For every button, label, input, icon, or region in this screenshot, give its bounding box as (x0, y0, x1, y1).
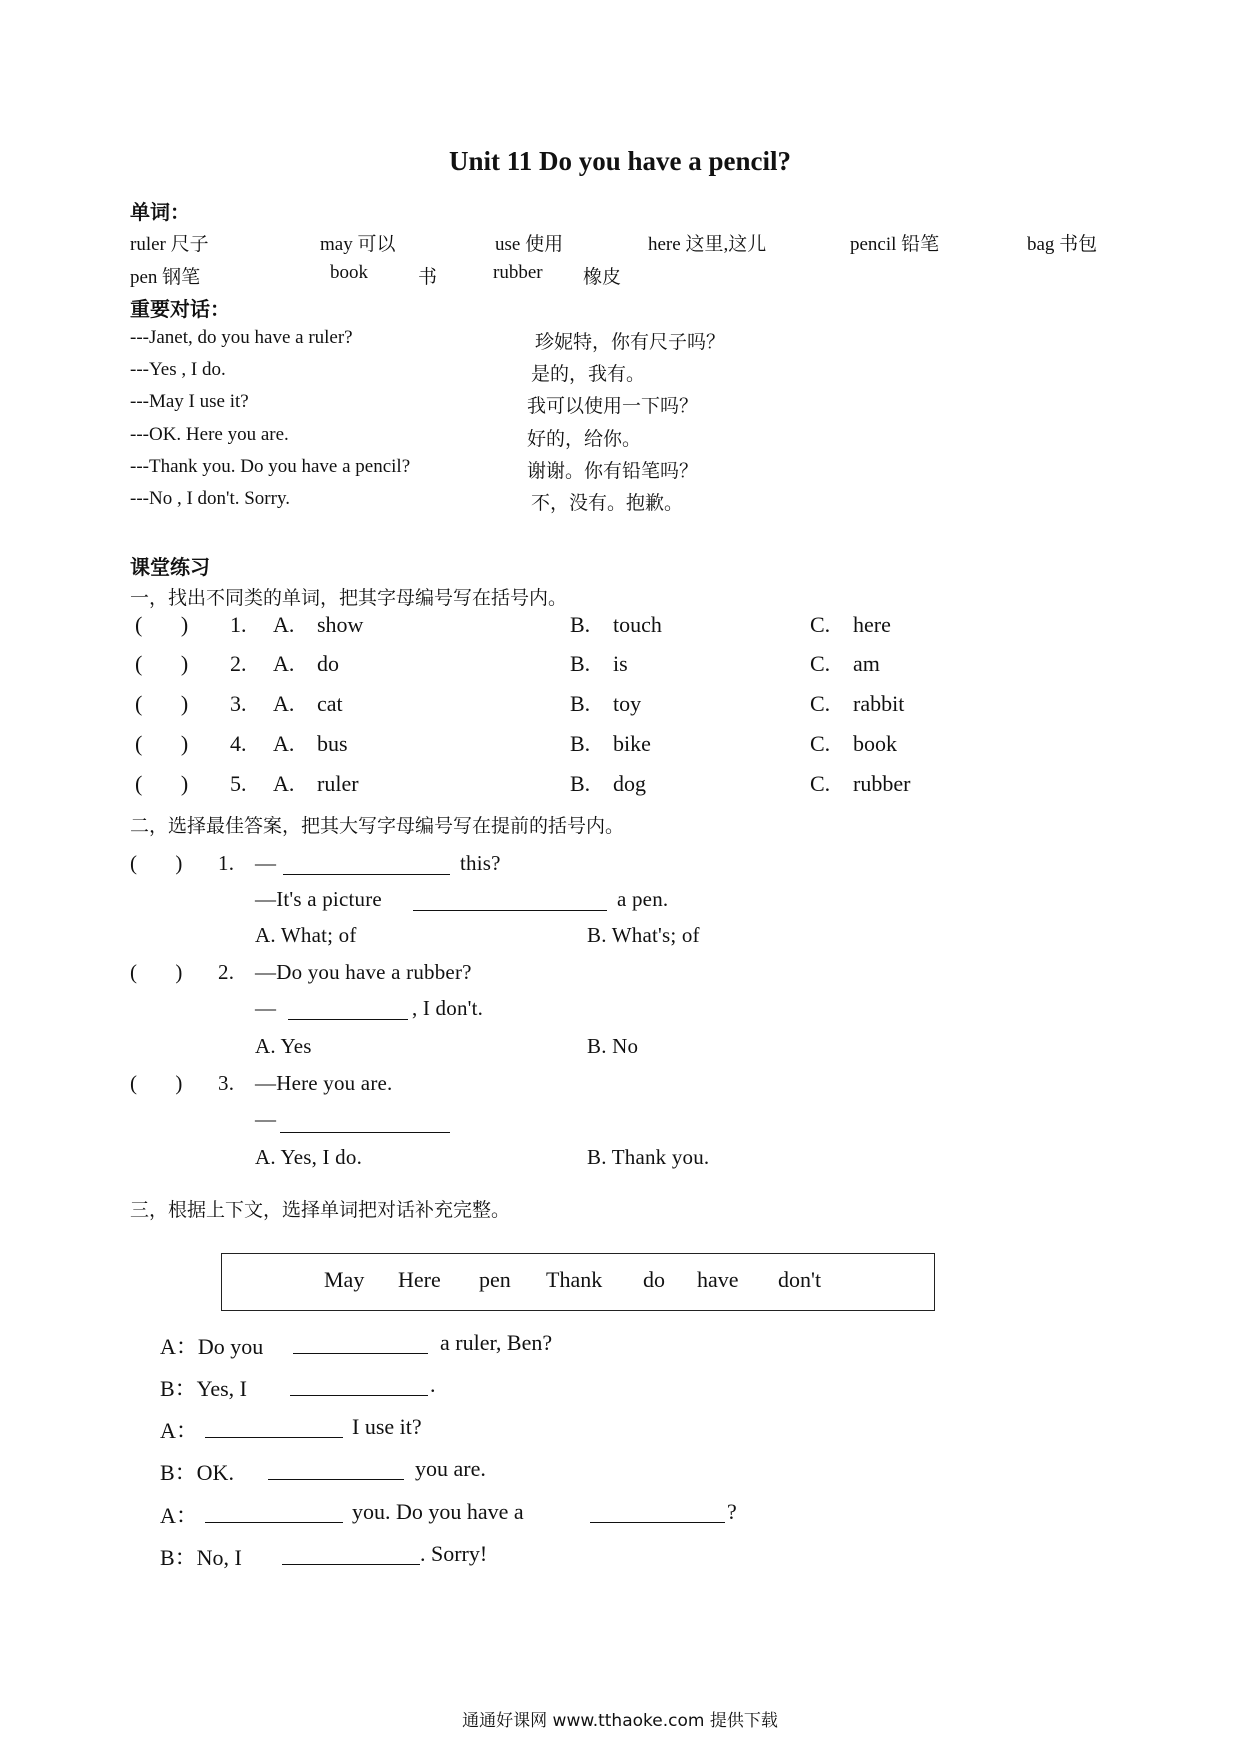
option-label: A. (273, 691, 295, 716)
option-label: A. (273, 771, 295, 796)
dialogue-zh: 不，没有。抱歉。 (531, 493, 684, 514)
question-text: —Do you have a rubber? (255, 960, 472, 984)
dialogue-line-text: ? (727, 1499, 737, 1524)
option-label: B. (570, 612, 591, 637)
item-number: 5. (230, 771, 247, 796)
option-word: book (853, 731, 897, 756)
dialogue-line-text: . Sorry! (420, 1541, 488, 1566)
answer-bracket[interactable]: ( ) (135, 771, 189, 796)
option-word: dog (613, 771, 646, 796)
vocab-item: ruler 尺子 (130, 234, 209, 255)
option-label: C. (810, 731, 831, 756)
item-number: 1. (230, 612, 247, 637)
option-word: is (613, 651, 628, 676)
dialogue-en: ---Janet, do you have a ruler? (130, 327, 353, 348)
question-number: 2. (218, 960, 235, 984)
part1-instruction: 一，找出不同类的单词，把其字母编号写在括号内。 (130, 588, 568, 609)
question-number: 3. (218, 1071, 235, 1095)
option-word: touch (613, 612, 662, 637)
dialogue-line-text: . (430, 1372, 436, 1397)
option-label: B. (570, 691, 591, 716)
dash: — (255, 996, 277, 1020)
option-label: B. (570, 771, 591, 796)
option-label: C. (810, 612, 831, 637)
dialogue-zh: 我可以使用一下吗？ (527, 396, 699, 417)
question-text: —Here you are. (255, 1071, 393, 1095)
item-number: 4. (230, 731, 247, 756)
dialogue-en: ---Yes , I do. (130, 359, 226, 380)
question-text: a pen. (617, 887, 669, 911)
option-a: A. What; of (255, 923, 357, 947)
question-text: , I don't. (412, 996, 484, 1020)
dialogue-line-text: A： (160, 1503, 198, 1528)
dialogue-line-text: A： (160, 1418, 198, 1443)
option-word: ruler (317, 771, 359, 796)
word-bank-item: do (643, 1267, 665, 1292)
vocab-item: pen 钢笔 (130, 267, 201, 288)
footer-text: 通通好课网 www.tthaoke.com 提供下载 (462, 1711, 778, 1731)
option-label: C. (810, 771, 831, 796)
option-word: am (853, 651, 880, 676)
dialogue-line-text: A：Do you (160, 1334, 264, 1359)
option-word: toy (613, 691, 642, 716)
vocab-item: bag 书包 (1027, 234, 1098, 255)
fill-blank[interactable] (293, 1333, 428, 1354)
option-label: C. (810, 691, 831, 716)
dialogue-zh: 是的，我有。 (531, 364, 646, 385)
word-bank-item: Here (398, 1267, 441, 1292)
option-b: B. Thank you. (587, 1145, 710, 1169)
answer-bracket[interactable]: ( ) (135, 612, 189, 637)
option-label: A. (273, 731, 295, 756)
answer-bracket[interactable]: ( ) (135, 731, 189, 756)
fill-blank[interactable] (268, 1459, 404, 1480)
dialogue-line-text: I use it? (352, 1414, 422, 1439)
option-word: here (853, 612, 891, 637)
vocab-item: pencil 铅笔 (850, 234, 940, 255)
option-word: rubber (853, 771, 911, 796)
option-word: rabbit (853, 691, 905, 716)
option-label: A. (273, 612, 295, 637)
fill-blank[interactable] (283, 854, 450, 875)
item-number: 3. (230, 691, 247, 716)
item-number: 2. (230, 651, 247, 676)
dialogue-line-text: B：OK. (160, 1460, 234, 1485)
dialogue-en: ---No , I don't. Sorry. (130, 488, 290, 509)
question-number: 1. (218, 851, 235, 875)
question-text: this? (460, 851, 501, 875)
answer-bracket[interactable]: ( ) (130, 960, 183, 984)
fill-blank[interactable] (590, 1502, 725, 1523)
option-word: cat (317, 691, 343, 716)
word-bank-item: have (697, 1267, 739, 1292)
word-bank-item: May (324, 1267, 365, 1292)
option-word: do (317, 651, 339, 676)
option-label: A. (273, 651, 295, 676)
dash: — (255, 851, 277, 875)
dialogue-heading: 重要对话： (130, 299, 230, 321)
option-b: B. No (587, 1034, 639, 1058)
vocab-item: here 这里,这儿 (648, 234, 767, 255)
option-a: A. Yes (255, 1034, 312, 1058)
answer-bracket[interactable]: ( ) (130, 851, 183, 875)
dialogue-line-text: a ruler, Ben? (440, 1330, 553, 1355)
answer-bracket[interactable]: ( ) (135, 691, 189, 716)
dialogue-zh: 好的，给你。 (527, 429, 642, 450)
dialogue-line-text: you. Do you have a (352, 1499, 524, 1524)
fill-blank[interactable] (413, 890, 607, 911)
option-label: B. (570, 731, 591, 756)
vocab-heading: 单词： (130, 202, 190, 224)
word-bank-item: Thank (546, 1267, 603, 1292)
option-a: A. Yes, I do. (255, 1145, 363, 1169)
option-word: show (317, 612, 364, 637)
option-word: bike (613, 731, 651, 756)
vocab-item: may 可以 (320, 234, 396, 255)
fill-blank[interactable] (205, 1417, 343, 1438)
vocab-item: use 使用 (495, 234, 564, 255)
vocab-item: book (330, 262, 368, 283)
dash: — (255, 1107, 277, 1131)
fill-blank[interactable] (280, 1112, 450, 1133)
dialogue-zh: 珍妮特，你有尺子吗？ (535, 332, 726, 353)
word-bank-item: pen (479, 1267, 511, 1292)
dialogue-line-text: B：No, I (160, 1545, 242, 1570)
page-title: Unit 11 Do you have a pencil? (448, 146, 792, 176)
practice-heading: 课堂练习 (130, 557, 210, 579)
dialogue-zh: 谢谢。你有铅笔吗？ (527, 461, 699, 482)
dialogue-en: ---OK. Here you are. (130, 424, 289, 445)
answer-bracket[interactable]: ( ) (130, 1071, 183, 1095)
word-bank-box (221, 1253, 935, 1311)
vocab-item: rubber (493, 262, 543, 283)
word-bank-item: don't (778, 1267, 822, 1292)
option-label: C. (810, 651, 831, 676)
fill-blank[interactable] (288, 999, 408, 1020)
fill-blank[interactable] (282, 1544, 420, 1565)
answer-bracket[interactable]: ( ) (135, 651, 189, 676)
question-text: —It's a picture (255, 887, 382, 911)
dialogue-en: ---Thank you. Do you have a pencil? (130, 456, 411, 477)
fill-blank[interactable] (205, 1502, 343, 1523)
part2-instruction: 二，选择最佳答案，把其大写字母编号写在提前的括号内。 (130, 816, 625, 837)
option-label: B. (570, 651, 591, 676)
vocab-item: 书 (418, 267, 438, 288)
vocab-item: 橡皮 (583, 267, 622, 288)
option-word: bus (317, 731, 348, 756)
option-b: B. What's; of (587, 923, 700, 947)
dialogue-line-text: B：Yes, I (160, 1376, 248, 1401)
fill-blank[interactable] (290, 1375, 428, 1396)
dialogue-en: ---May I use it? (130, 391, 249, 412)
dialogue-line-text: you are. (415, 1456, 486, 1481)
part3-instruction: 三，根据上下文，选择单词把对话补充完整。 (130, 1200, 511, 1221)
